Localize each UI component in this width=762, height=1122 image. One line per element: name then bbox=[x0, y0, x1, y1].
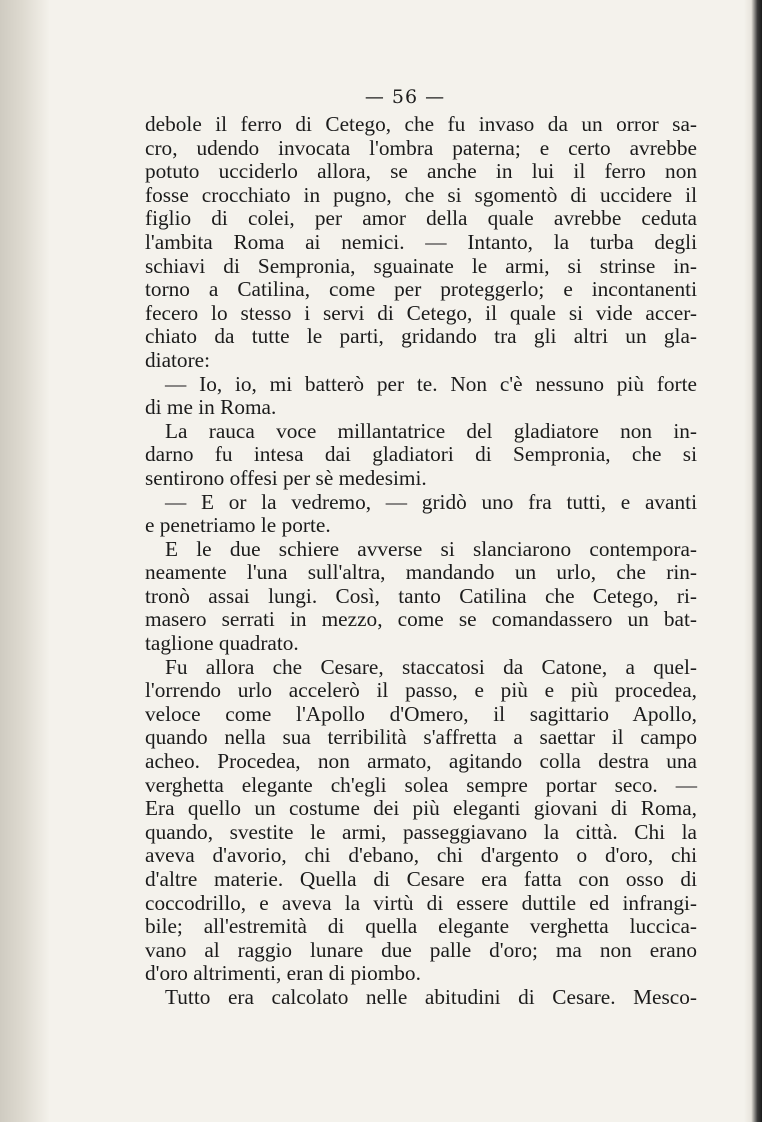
page-gutter-shadow bbox=[0, 0, 50, 1122]
text-line: d'oro altrimenti, eran di piombo. bbox=[145, 961, 421, 986]
text-line: La rauca voce millantatrice del gladiatore non in- bbox=[165, 418, 697, 443]
text-line: aveva d'avorio, chi d'ebano, chi d'argento o d'oro, chi bbox=[145, 843, 697, 868]
text-line: — Io, io, mi batterò per te. Non c'è nessuno più forte bbox=[165, 371, 697, 396]
paragraph bbox=[145, 986, 697, 1010]
paragraph bbox=[145, 373, 697, 420]
text-line: Era quello un costume dei più eleganti giovani di Roma, bbox=[145, 796, 697, 821]
paragraph bbox=[145, 656, 697, 986]
text-line: acheo. Procedea, non armato, agitando colla destra una bbox=[145, 749, 697, 774]
text-line: cro, udendo invocata l'ombra paterna; e certo avrebbe bbox=[145, 135, 697, 160]
text-line: schiavi di Sempronia, sguainate le armi, si strinse in- bbox=[145, 253, 697, 278]
text-line: l'orrendo urlo accelerò il passo, e più e più procedea, bbox=[145, 678, 697, 703]
text-line: debole il ferro di Cetego, che fu invaso da un orror sa- bbox=[145, 112, 697, 136]
text-line: torno a Catilina, come per proteggerlo; e incontanenti bbox=[145, 277, 697, 302]
text-line: d'altre materie. Quella di Cesare era fatta con osso di bbox=[145, 867, 697, 891]
text-line: coccodrillo, e aveva la virtù di essere duttile ed infrangi- bbox=[145, 890, 697, 915]
text-line: Tutto era calcolato nelle abitudini di Cesare. Mesco- bbox=[165, 984, 697, 1009]
text-line: quando nella sua terribilità s'affretta a saettar il campo bbox=[145, 725, 697, 750]
paragraph bbox=[145, 538, 697, 656]
text-line: vano al raggio lunare due palle d'oro; ma non erano bbox=[145, 937, 697, 962]
paragraph bbox=[145, 420, 697, 491]
text-line: diatore: bbox=[145, 347, 211, 372]
text-line: Fu allora che Cesare, staccatosi da Catone, a quel- bbox=[165, 654, 697, 679]
text-line: fosse crocchiato in pugno, che si sgomentò di uccidere il bbox=[145, 182, 697, 207]
text-line: veloce come l'Apollo d'Omero, il sagittario Apollo, bbox=[145, 701, 697, 726]
text-line: verghetta elegante ch'egli solea sempre portar seco. — bbox=[145, 772, 697, 797]
text-line: taglione quadrato. bbox=[145, 631, 299, 656]
text-line: potuto ucciderlo allora, se anche in lui il ferro non bbox=[145, 159, 697, 184]
text-line: E le due schiere avverse si slanciarono contempora- bbox=[165, 536, 697, 561]
text-line: l'ambita Roma ai nemici. — Intanto, la turba degli bbox=[145, 229, 697, 254]
text-line: masero serrati in mezzo, come se comandassero un bat- bbox=[145, 607, 697, 632]
text-line: bile; all'estremità di quella elegante verghetta luccica- bbox=[145, 914, 697, 939]
paragraph bbox=[145, 491, 697, 538]
text-line: di me in Roma. bbox=[145, 395, 277, 420]
text-line: quando, svestite le armi, passeggiavano la città. Chi la bbox=[145, 819, 697, 844]
text-line: neamente l'una sull'altra, mandando un urlo, che rin- bbox=[145, 560, 697, 585]
page-number: — 56 — bbox=[364, 86, 446, 108]
page-right-edge bbox=[744, 0, 762, 1122]
text-line: chiato da tutte le parti, gridando tra gli altri un gla- bbox=[145, 324, 697, 349]
text-line: — E or la vedremo, — gridò uno fra tutti, e avanti bbox=[165, 489, 697, 514]
text-line: sentirono offesi per sè medesimi. bbox=[145, 465, 427, 490]
body-text bbox=[145, 113, 697, 1010]
text-line: e penetriamo le porte. bbox=[145, 513, 331, 538]
text-line: tronò assai lungi. Così, tanto Catilina che Cetego, ri- bbox=[145, 583, 697, 608]
text-line: figlio di colei, per amor della quale avrebbe ceduta bbox=[145, 206, 697, 231]
text-line: fecero lo stesso i servi di Cetego, il quale si vide accer- bbox=[145, 300, 697, 325]
text-line: darno fu intesa dai gladiatori di Sempronia, che si bbox=[145, 442, 697, 467]
paragraph bbox=[145, 113, 697, 373]
